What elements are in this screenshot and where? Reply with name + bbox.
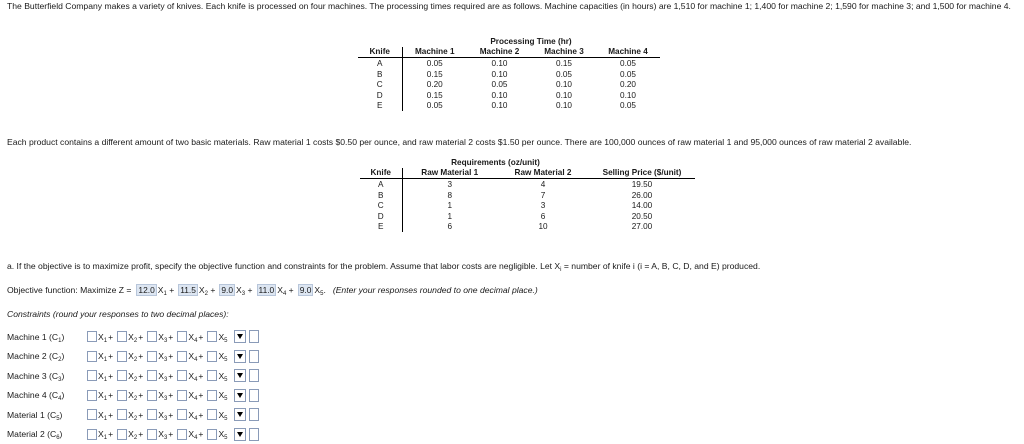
chevron-down-icon bbox=[237, 393, 243, 398]
constraint-variable: $X_4+$ bbox=[188, 370, 204, 383]
table-cell: 1 bbox=[447, 201, 453, 211]
table-cell: 0.10 bbox=[556, 90, 572, 100]
coefficient-input[interactable] bbox=[87, 370, 97, 381]
coefficient-input[interactable] bbox=[147, 351, 157, 362]
coefficient-input[interactable] bbox=[117, 351, 127, 362]
constraint-variable: $X_3+$ bbox=[158, 331, 174, 344]
constraint-variable: $X_1+$ bbox=[98, 429, 114, 441]
objective-variable: $X_5$. bbox=[314, 285, 326, 297]
table-cell: 0.15 bbox=[426, 90, 443, 100]
constraint-label: Machine 1 $(C_1)$ bbox=[7, 331, 65, 344]
table-row bbox=[358, 79, 660, 90]
objective-function bbox=[7, 284, 538, 296]
table-cell: 6 bbox=[447, 222, 453, 232]
constraint-variable: $X_5$ bbox=[218, 409, 228, 422]
constraint-variable: $X_4+$ bbox=[188, 429, 204, 441]
table-cell: C bbox=[360, 200, 402, 211]
rhs-input[interactable] bbox=[249, 350, 259, 363]
coefficient-input[interactable] bbox=[207, 351, 217, 362]
constraint-variable: $X_1+$ bbox=[98, 370, 114, 383]
constraint-variable: $X_4+$ bbox=[188, 409, 204, 422]
chevron-down-icon bbox=[237, 412, 243, 417]
constraint-variable: $X_1+$ bbox=[98, 409, 114, 422]
table-cell: 7 bbox=[540, 190, 546, 200]
table-row bbox=[360, 200, 695, 211]
table-cell: 0.05 bbox=[620, 69, 636, 79]
table-cell: 0.05 bbox=[620, 101, 636, 111]
constraint-variable: $X_5$ bbox=[218, 370, 228, 383]
requirements-column-header: Raw Material 2 bbox=[497, 168, 589, 179]
objective-coefficient-1[interactable]: 12.0 bbox=[138, 285, 155, 295]
coefficient-input[interactable] bbox=[87, 409, 97, 420]
coefficient-input[interactable] bbox=[207, 409, 217, 420]
coefficient-input[interactable] bbox=[147, 429, 157, 440]
table-cell: 0.05 bbox=[426, 58, 443, 68]
coefficient-input[interactable] bbox=[207, 429, 217, 440]
coefficient-input[interactable] bbox=[87, 429, 97, 440]
processing-time-column-header: Machine 4 bbox=[596, 47, 660, 58]
constraint-variable: $X_2+$ bbox=[128, 409, 144, 422]
constraint-variable: $X_5$ bbox=[218, 351, 228, 363]
coefficient-input[interactable] bbox=[87, 331, 97, 342]
rhs-input[interactable] bbox=[249, 428, 259, 441]
coefficient-input[interactable] bbox=[117, 409, 127, 420]
table-cell: 0.05 bbox=[556, 69, 572, 79]
constraint-variable: $X_2+$ bbox=[128, 429, 144, 441]
table-cell: A bbox=[358, 58, 402, 69]
coefficient-input[interactable] bbox=[117, 331, 127, 342]
table-cell: 0.05 bbox=[491, 80, 508, 90]
constraint-row bbox=[7, 368, 259, 383]
table-row bbox=[358, 58, 660, 69]
constraint-variable: $X_1+$ bbox=[98, 331, 114, 344]
table-row bbox=[358, 90, 660, 101]
table-cell: B bbox=[358, 69, 402, 80]
constraint-variable: $X_3+$ bbox=[158, 390, 174, 402]
objective-coefficient-2[interactable]: 11.5 bbox=[180, 285, 196, 295]
materials-paragraph: Each product contains a different amount of two basic materials. Raw material 1 costs $0.50 per ounce, and raw material 2 costs $1.50 per ounce. There are 100,000 ounces of raw material 1 and 95,000 ounces of raw material 2 available. bbox=[7, 137, 912, 147]
coefficient-input[interactable] bbox=[177, 390, 187, 401]
processing-time-column-header: Machine 2 bbox=[467, 47, 532, 58]
table-cell: 0.15 bbox=[556, 58, 572, 68]
table-cell: 0.20 bbox=[620, 80, 636, 90]
requirements-group-header: Requirements (oz/unit) bbox=[451, 157, 540, 167]
table-cell: 0.05 bbox=[426, 101, 443, 111]
constraint-variable: $X_1+$ bbox=[98, 351, 114, 363]
objective-variable: $X_1$ + bbox=[157, 285, 175, 297]
table-cell: 0.10 bbox=[556, 101, 572, 111]
chevron-down-icon bbox=[237, 432, 243, 437]
rhs-input[interactable] bbox=[249, 330, 259, 343]
objective-label: Objective function: Maximize Z = bbox=[7, 285, 132, 295]
objective-variable: $X_3$ + bbox=[236, 285, 253, 297]
table-cell: 0.15 bbox=[426, 69, 443, 79]
constraint-variable: $X_2+$ bbox=[128, 390, 144, 402]
table-row bbox=[358, 101, 660, 112]
constraint-variable: $X_3+$ bbox=[158, 370, 174, 383]
table-cell: 0.20 bbox=[426, 80, 443, 90]
table-cell: 8 bbox=[447, 190, 453, 200]
inequality-dropdown[interactable] bbox=[234, 389, 246, 402]
table-cell: 0.10 bbox=[491, 101, 508, 111]
coefficient-input[interactable] bbox=[117, 429, 127, 440]
table-cell: B bbox=[360, 190, 402, 201]
processing-time-table bbox=[358, 36, 660, 111]
objective-coefficient-4[interactable]: 11.0 bbox=[258, 285, 275, 295]
coefficient-input[interactable] bbox=[147, 409, 157, 420]
objective-variable: $X_4$ + bbox=[277, 285, 294, 297]
processing-time-group-header: Processing Time (hr) bbox=[490, 36, 572, 46]
table-cell: E bbox=[358, 101, 402, 112]
coefficient-input[interactable] bbox=[177, 370, 187, 381]
constraint-label: Machine 4 $(C_4)$ bbox=[7, 390, 65, 402]
coefficient-input[interactable] bbox=[177, 409, 187, 420]
constraint-variable: $X_2+$ bbox=[128, 370, 144, 383]
inequality-dropdown[interactable] bbox=[234, 369, 246, 382]
inequality-dropdown[interactable] bbox=[234, 408, 246, 421]
table-cell: C bbox=[358, 79, 402, 90]
constraint-variable: $X_5$ bbox=[218, 429, 228, 441]
coefficient-input[interactable] bbox=[177, 331, 187, 342]
table-cell: D bbox=[358, 90, 402, 101]
table-cell: 26.00 bbox=[631, 190, 653, 200]
constraint-variable: $X_3+$ bbox=[158, 409, 174, 422]
constraint-variable: $X_5$ bbox=[218, 390, 228, 402]
constraint-row bbox=[7, 329, 259, 344]
table-cell: 0.10 bbox=[556, 80, 572, 90]
coefficient-input[interactable] bbox=[117, 390, 127, 401]
constraint-label: Machine 3 $(C_3)$ bbox=[7, 370, 65, 383]
objective-instruction: (Enter your responses rounded to one decimal place.) bbox=[332, 285, 538, 295]
table-cell: 0.05 bbox=[620, 58, 636, 68]
table-cell: 3 bbox=[447, 179, 453, 189]
table-row bbox=[360, 211, 695, 222]
coefficient-input[interactable] bbox=[87, 390, 97, 401]
table-row bbox=[360, 179, 695, 190]
coefficient-input[interactable] bbox=[147, 370, 157, 381]
constraint-variable: $X_2+$ bbox=[128, 331, 144, 344]
chevron-down-icon bbox=[237, 334, 243, 339]
table-row bbox=[360, 222, 695, 233]
coefficient-input[interactable] bbox=[207, 390, 217, 401]
requirements-column-header: Raw Material 1 bbox=[402, 168, 497, 179]
constraint-row bbox=[7, 349, 259, 364]
processing-time-column-header: Machine 3 bbox=[532, 47, 596, 58]
table-cell: 27.00 bbox=[631, 222, 653, 232]
constraint-variable: $X_2+$ bbox=[128, 351, 144, 363]
table-cell: 19.50 bbox=[631, 179, 653, 189]
table-cell: 0.10 bbox=[620, 90, 636, 100]
constraints-title: Constraints (round your responses to two decimal places): bbox=[7, 309, 229, 319]
coefficient-input[interactable] bbox=[87, 351, 97, 362]
processing-time-column-header: Machine 1 bbox=[402, 47, 467, 58]
requirements-column-header: Knife bbox=[360, 168, 402, 179]
inequality-dropdown[interactable] bbox=[234, 350, 246, 363]
table-cell: A bbox=[360, 179, 402, 190]
constraint-variable: $X_5$ bbox=[218, 331, 228, 344]
constraint-variable: $X_4+$ bbox=[188, 390, 204, 402]
objective-variable: $X_2$ + bbox=[198, 285, 216, 297]
question-a: a. If the objective is to maximize profit, specify the objective function and constraints for the problem. Assume that labor costs are negligible. Let $X_i$ = number of knife i (i = A, B, C, D, and E) produced. bbox=[7, 261, 761, 273]
table-cell: 0.10 bbox=[491, 90, 508, 100]
inequality-dropdown[interactable] bbox=[234, 428, 246, 441]
table-cell: 0.10 bbox=[491, 58, 508, 68]
coefficient-input[interactable] bbox=[177, 429, 187, 440]
constraint-variable: $X_4+$ bbox=[188, 351, 204, 363]
constraint-variable: $X_1+$ bbox=[98, 390, 114, 402]
rhs-input[interactable] bbox=[249, 408, 259, 421]
table-cell: 6 bbox=[540, 211, 546, 221]
inequality-dropdown[interactable] bbox=[234, 330, 246, 343]
table-cell: D bbox=[360, 211, 402, 222]
coefficient-input[interactable] bbox=[147, 331, 157, 342]
constraint-row bbox=[7, 407, 259, 422]
table-row bbox=[360, 190, 695, 201]
coefficient-input[interactable] bbox=[177, 351, 187, 362]
constraint-label: Material 1 $(C_5)$ bbox=[7, 409, 63, 422]
coefficient-input[interactable] bbox=[117, 370, 127, 381]
requirements-table bbox=[360, 157, 695, 232]
rhs-input[interactable] bbox=[249, 389, 259, 402]
problem-intro: The Butterfield Company makes a variety of knives. Each knife is processed on four machines. The processing times required are as follows. Machine capacities (in hours) are 1,510 for machine 1; 1,400 for machine 2; 1,590 for machine 3; and 1,500 for machine 4. bbox=[7, 1, 1011, 11]
constraint-label: Material 2 $(C_6)$ bbox=[7, 429, 63, 441]
chevron-down-icon bbox=[237, 373, 243, 378]
table-row bbox=[358, 69, 660, 80]
table-cell: 10 bbox=[538, 222, 548, 232]
processing-time-column-header: Knife bbox=[358, 47, 402, 58]
constraint-variable: $X_4+$ bbox=[188, 331, 204, 344]
constraint-variable: $X_3+$ bbox=[158, 429, 174, 441]
objective-coefficient-3[interactable]: 9.0 bbox=[221, 285, 234, 295]
chevron-down-icon bbox=[237, 354, 243, 359]
table-cell: 1 bbox=[447, 211, 453, 221]
coefficient-input[interactable] bbox=[207, 331, 217, 342]
constraint-variable: $X_3+$ bbox=[158, 351, 174, 363]
table-cell: 20.50 bbox=[631, 211, 653, 221]
table-cell: 4 bbox=[540, 179, 546, 189]
coefficient-input[interactable] bbox=[207, 370, 217, 381]
table-cell: 14.00 bbox=[631, 201, 653, 211]
table-cell: 3 bbox=[540, 201, 546, 211]
constraint-row bbox=[7, 427, 259, 442]
objective-coefficient-5[interactable]: 9.0 bbox=[299, 285, 312, 295]
table-cell: 0.10 bbox=[491, 69, 508, 79]
rhs-input[interactable] bbox=[249, 369, 259, 382]
constraint-row bbox=[7, 388, 259, 403]
constraint-label: Machine 2 $(C_2)$ bbox=[7, 351, 65, 363]
table-cell: E bbox=[360, 222, 402, 233]
coefficient-input[interactable] bbox=[147, 390, 157, 401]
requirements-column-header: Selling Price ($/unit) bbox=[589, 168, 695, 179]
